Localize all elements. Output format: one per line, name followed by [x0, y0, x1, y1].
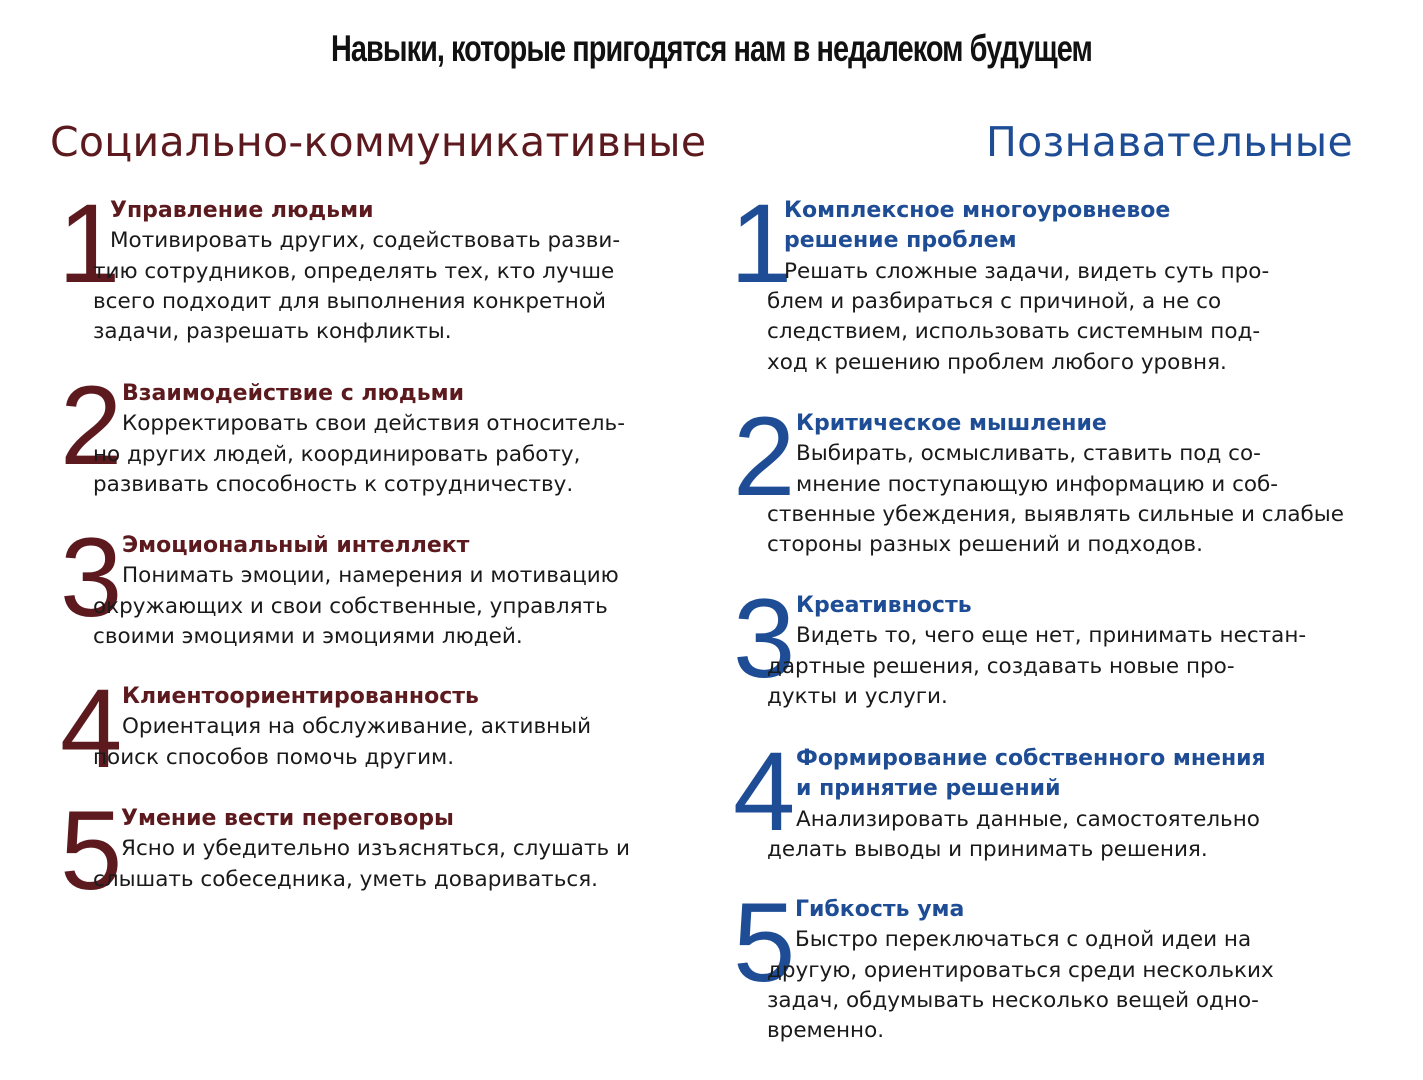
skill-description-line: дукты и услуги.: [767, 683, 948, 709]
skill-description-line: всего подходит для выполнения конкретной: [93, 288, 606, 314]
skill-description-line: делать выводы и принимать решения.: [767, 836, 1208, 862]
skill-description-line: Мотивировать других, содействовать разви-: [110, 228, 621, 254]
skill-description-line: но других людей, координировать работу,: [93, 441, 581, 467]
skill-description-line: стороны разных решений и подходов.: [767, 532, 1203, 558]
skill-description-line: мнение поступающую информацию и соб-: [796, 471, 1279, 497]
skill-title: Критическое мышление: [796, 411, 1107, 436]
skill-number: 4: [733, 729, 792, 854]
skill-description-line: ственные убеждения, выявлять сильные и слабые: [767, 501, 1344, 527]
skill-description-line: слышать собеседника, уметь довариваться.: [93, 866, 598, 892]
skill-title: Управление людьми: [110, 198, 374, 223]
skill-description-line: тию сотрудников, определять тех, кто лучше: [93, 258, 615, 284]
skill-number: 5: [60, 788, 119, 913]
skill-description-line: поиск способов помочь другим.: [93, 744, 455, 770]
skill-description-line: Ясно и убедительно изъясняться, слушать и: [121, 836, 630, 862]
skill-description-line: своими эмоциями и эмоциями людей.: [93, 623, 523, 649]
skill-number: 2: [733, 394, 792, 519]
skill-description-line: развивать способность к сотрудничеству.: [93, 471, 574, 497]
skill-number: 4: [60, 666, 119, 791]
skill-title: Комплексное многоуровневое: [784, 198, 1171, 223]
skill-title: и принятие решений: [796, 776, 1061, 802]
column-heading-social-communicative: Социально-коммуникативные: [50, 118, 707, 166]
skill-description-line: блем и разбираться с причиной, а не со: [767, 288, 1222, 314]
skill-description-line: Корректировать свои действия относитель-: [122, 411, 625, 437]
page-title: Навыки, которые пригодятся нам в недалеком будущем: [331, 28, 1092, 69]
skill-title: Формирование собственного мнения: [796, 746, 1266, 771]
skill-title: Креативность: [796, 593, 972, 618]
skill-description-line: Быстро переключаться с одной идеи на: [795, 927, 1252, 953]
column-heading-cognitive: Познавательные: [985, 118, 1353, 166]
skill-title: решение проблем: [784, 228, 1017, 254]
skill-number: 5: [733, 880, 792, 1005]
skill-number: 2: [60, 363, 119, 488]
skill-description-line: задач, обдумывать несколько вещей одно-: [767, 987, 1259, 1013]
skill-number: 3: [60, 515, 119, 640]
skill-description-line: следствием, использовать системным под-: [767, 319, 1261, 345]
skill-description-line: другую, ориентироваться среди нескольких: [767, 957, 1274, 983]
skill-number: 3: [733, 576, 792, 701]
skill-number: 1: [58, 181, 117, 306]
skill-title: Взаимодействие с людьми: [122, 381, 464, 406]
skill-title: Клиентоориентированность: [122, 684, 479, 709]
skill-description-line: задачи, разрешать конфликты.: [93, 319, 452, 345]
skill-description-line: Ориентация на обслуживание, активный: [122, 714, 592, 740]
skill-title: Эмоциональный интеллект: [122, 533, 470, 558]
skill-description-line: Выбирать, осмысливать, ставить под со-: [796, 441, 1261, 467]
skill-description-line: Видеть то, чего еще нет, принимать нестан-: [796, 623, 1307, 649]
skill-description-line: Решать сложные задачи, видеть суть про-: [784, 258, 1270, 284]
skill-description-line: ход к решению проблем любого уровня.: [767, 349, 1227, 375]
skill-description-line: дартные решения, создавать новые про-: [767, 653, 1235, 679]
skill-description-line: Анализировать данные, самостоятельно: [796, 806, 1260, 832]
skill-description-line: временно.: [767, 1018, 885, 1044]
skill-title: Умение вести переговоры: [121, 806, 454, 831]
skill-number: 1: [730, 181, 789, 306]
skill-description-line: окружающих и свои собственные, управлять: [93, 593, 608, 619]
skill-title: Гибкость ума: [795, 897, 965, 922]
skill-description-line: Понимать эмоции, намерения и мотивацию: [122, 563, 619, 589]
